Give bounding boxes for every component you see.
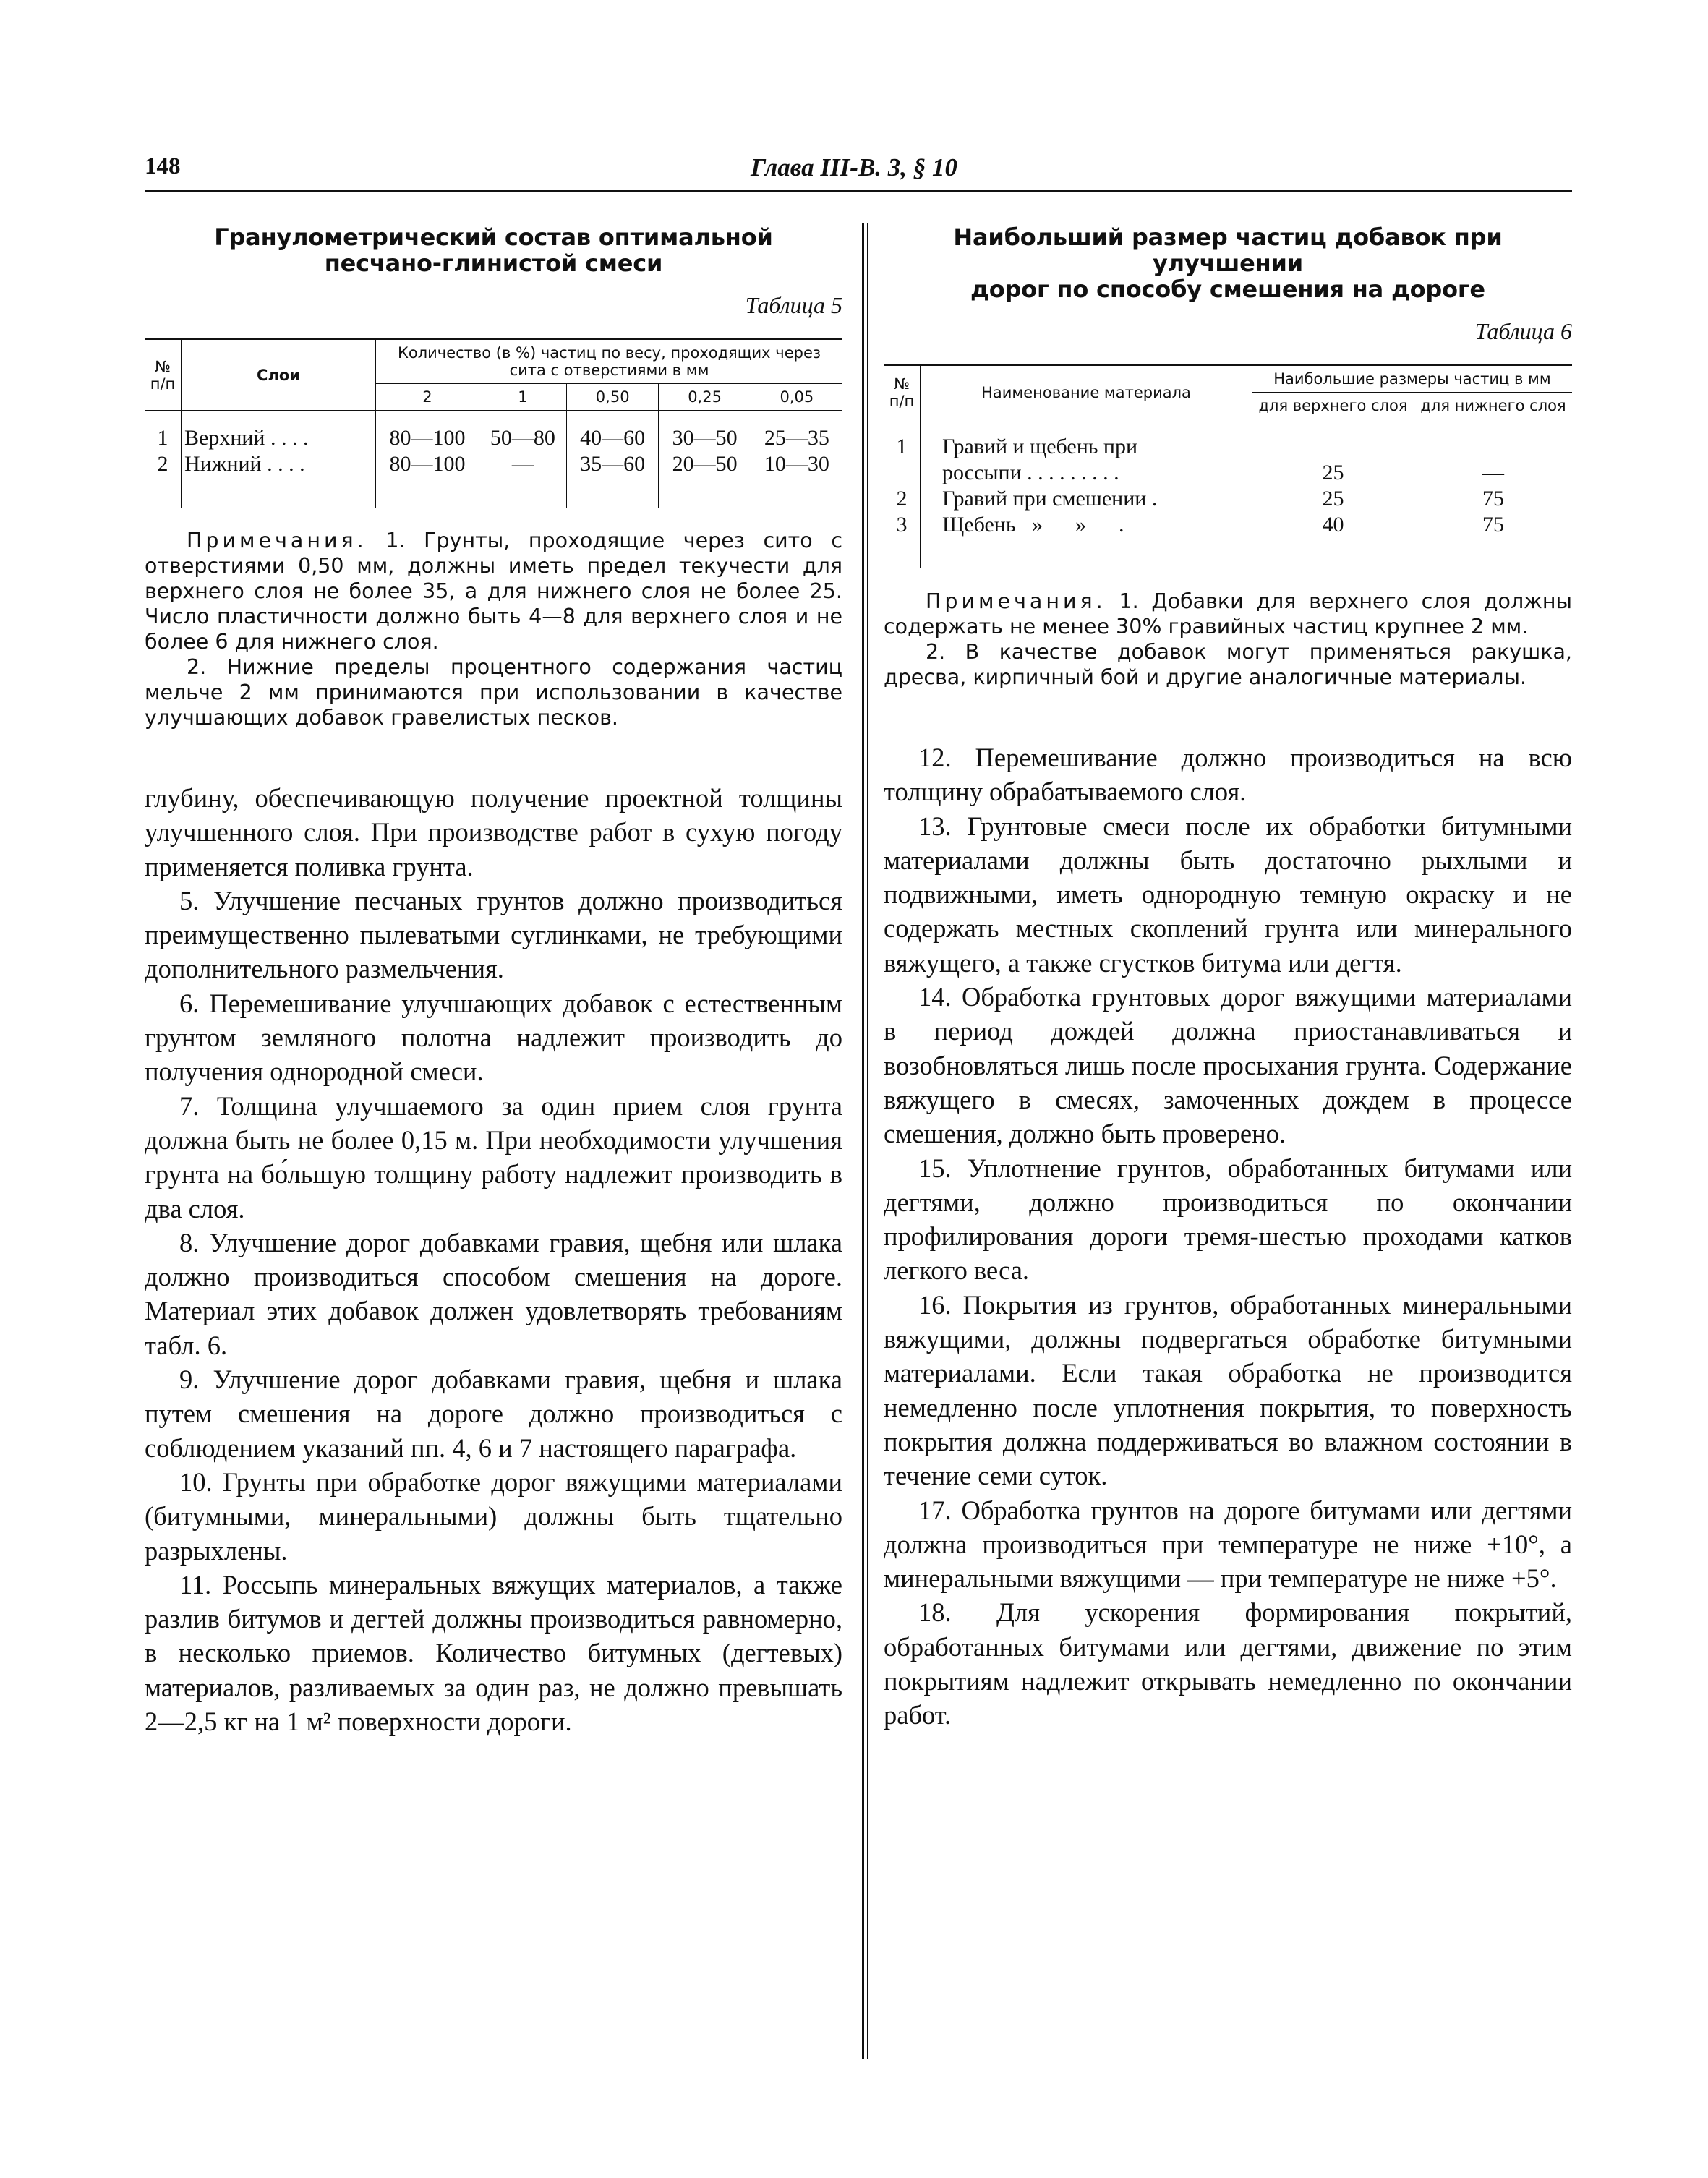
left-body-text [145, 781, 842, 1738]
table-cell: 50—80 [479, 411, 566, 452]
running-header-ref: III-В. 3, § 10 [820, 153, 957, 182]
table5-sieve-header: 0,05 [751, 384, 842, 411]
table6-header-lower: для нижнего слоя [1414, 393, 1572, 419]
right-body-text [884, 740, 1572, 1733]
paragraph: 8. Улучшение дорог добавками гравия, щебня или шлака должно производиться способом смешения на дороге. Материал этих добавок должен удовлетворять требованиям табл. 6. [145, 1227, 842, 1360]
table-cell: 20—50 [659, 451, 751, 508]
paragraph: 6. Перемешивание улучшающих добавок с естественным грунтом земляного полотна надлежит производить до получения однородной смеси. [145, 988, 842, 1087]
table-row [884, 419, 1572, 487]
notes-label: Примечания. [926, 589, 1106, 613]
table5-label: Таблица 5 [745, 292, 842, 318]
paragraph: 9. Улучшение дорог добавками гравия, щебня и шлака путем смешения на дороге должно производиться с соблюдением указаний пп. 4, 6 и 7 настоящего параграфа. [145, 1365, 842, 1463]
table5-note-1: Примечания. 1. Грунты, проходящие через сито с отверстиями 0,50 мм, должны иметь предел текучести для верхнего слоя не более 35, а для нижнего слоя не более 25. Число пластичности должно быть 4—8 для верхнего слоя и не более 6 для нижнего слоя. [145, 529, 842, 654]
table-cell: 25 [1252, 419, 1414, 487]
table-cell: — [479, 451, 566, 508]
paragraph: 10. Грунты при обработке дорог вяжущими материалами (битумными, минеральными) должны быть тщательно разрыхлены. [145, 1466, 842, 1566]
table5-sieve-header: 2 [376, 384, 479, 411]
table-cell: 75 [1414, 486, 1572, 512]
table-cell: 40—60 [566, 411, 658, 452]
running-header-chapter: Глава [750, 153, 814, 182]
paragraph: 5. Улучшение песчаных грунтов должно производиться преимущественно пылеватыми суглинками, не требующими дополнительного размельчения. [145, 885, 842, 984]
table5-header-layer: Слои [182, 339, 376, 411]
paragraph: 16. Покрытия из грунтов, обработанных минеральными вяжущими, должны подвергаться обработке битумными материалами. Если такая обработка не производится немедленно после уплотнения покрытия, то поверхность покрытия должна поддерживаться во влажном состоянии в течение семи суток. [884, 1289, 1572, 1491]
left-column [145, 224, 842, 1738]
header-rule [145, 190, 1572, 192]
table-cell: 40 [1252, 512, 1414, 568]
row-num: 2 [145, 451, 182, 508]
row-num: 3 [884, 512, 921, 568]
layer-name: Нижний . . . . [182, 451, 376, 508]
table5-notes [145, 528, 842, 730]
table5 [145, 338, 842, 508]
right-column [884, 224, 1572, 1733]
table6-label: Таблица 6 [1474, 318, 1572, 344]
table5-title: Гранулометрический состав оптимальной песчано-глинистой смеси [214, 223, 773, 277]
table5-sieve-header: 0,25 [659, 384, 751, 411]
table-cell: 25—35 [751, 411, 842, 452]
material-name: Гравий при смешении . [921, 486, 1252, 512]
column-divider [862, 223, 868, 2059]
table6-note-2: 2. В качестве добавок могут применяться ракушка, дресва, кирпичный бой и другие аналогичные материалы. [884, 640, 1572, 689]
material-name: Щебень » » . [921, 512, 1252, 568]
table5-note-2: 2. Нижние пределы процентного содержания частиц мельче 2 мм принимаются при использовании в качестве улучшающих добавок гравелистых песков. [145, 655, 842, 730]
paragraph: 13. Грунтовые смеси после их обработки битумными материалами должны быть достаточно рыхлыми и подвижными, иметь однородную темную окраску и не содержать местных скоплений грунта или минерального вяжущего, а также сгустков битума или дегтя. [884, 811, 1572, 978]
table-cell: 10—30 [751, 451, 842, 508]
table-row [884, 486, 1572, 512]
paragraph: 14. Обработка грунтовых дорог вяжущими материалами в период дождей должна приостанавливаться и возобновляться лишь после просыхания грунта. Содержание вяжущего в смесях, замоченных дождем в процессе смешения, должно быть проверено. [884, 982, 1572, 1149]
table-cell: 35—60 [566, 451, 658, 508]
paragraph: 12. Перемешивание должно производиться на всю толщину обрабатываемого слоя. [884, 743, 1572, 807]
paragraph: 15. Уплотнение грунтов, обработанных битумами или дегтями, должно производиться по окончании профилирования дороги тремя-шестью проходами катков легкого веса. [884, 1153, 1572, 1286]
running-header [0, 153, 1708, 182]
table6-header-num: № п/п [884, 365, 921, 419]
table-cell: 75 [1414, 512, 1572, 568]
layer-name: Верхний . . . . [182, 411, 376, 452]
table6-header-group: Наибольшие размеры частиц в мм [1252, 365, 1573, 393]
paragraph: 11. Россыпь минеральных вяжущих материалов, а также разлив битумов и дегтей должны производиться равномерно, в несколько приемов. Количество битумных (дегтевых) материалов, разливаемых за один раз, не должно превышать 2—2,5 кг на 1 м² поверхности дороги. [145, 1569, 842, 1737]
table-cell: 30—50 [659, 411, 751, 452]
table6-notes [884, 589, 1572, 690]
table6-header-material: Наименование материала [921, 365, 1252, 419]
paragraph: 18. Для ускорения формирования покрытий, обработанных битумами или дегтями, движение по этим покрытиям надлежит открывать немедленно по окончании работ. [884, 1597, 1572, 1730]
table-row [145, 451, 842, 508]
table-cell: 80—100 [376, 411, 479, 452]
table6 [884, 364, 1572, 568]
table-cell: 80—100 [376, 451, 479, 508]
table-cell: 25 [1252, 486, 1414, 512]
table6-header-upper: для верхнего слоя [1252, 393, 1414, 419]
table5-sieve-header: 0,50 [566, 384, 658, 411]
paragraph: 17. Обработка грунтов на дороге битумами или дегтями должна производиться при температуре не ниже +10°, а минеральными вяжущими — при температуре не ниже +5°. [884, 1495, 1572, 1594]
page-number: 148 [145, 153, 181, 179]
table5-header-group: Количество (в %) частиц по весу, проходящих через сита с отверстиями в мм [376, 339, 843, 384]
row-num: 1 [884, 419, 921, 487]
table6-title: Наибольший размер частиц добавок при улучшении дорог по способу смешения на дороге [953, 223, 1503, 303]
table-row [884, 512, 1572, 568]
paragraph: глубину, обеспечивающую получение проектной толщины улучшенного слоя. При производстве работ в сухую погоду применяется поливка грунта. [145, 783, 842, 881]
table-row [145, 411, 842, 452]
table5-sieve-header: 1 [479, 384, 566, 411]
notes-label: Примечания. [187, 529, 367, 552]
table5-header-num: № п/п [145, 339, 182, 411]
row-num: 1 [145, 411, 182, 452]
paragraph: 7. Толщина улучшаемого за один прием слоя грунта должна быть не более 0,15 м. При необходимости улучшения грунта на бо́льшую толщину работу надлежит производить в два слоя. [145, 1090, 842, 1223]
table-cell: — [1414, 419, 1572, 487]
table6-note-1: Примечания. 1. Добавки для верхнего слоя должны содержать не менее 30% гравийных частиц крупнее 2 мм. [884, 589, 1572, 639]
material-name: Гравий и щебень при россыпи . . . . . . . . . [921, 419, 1252, 487]
row-num: 2 [884, 486, 921, 512]
